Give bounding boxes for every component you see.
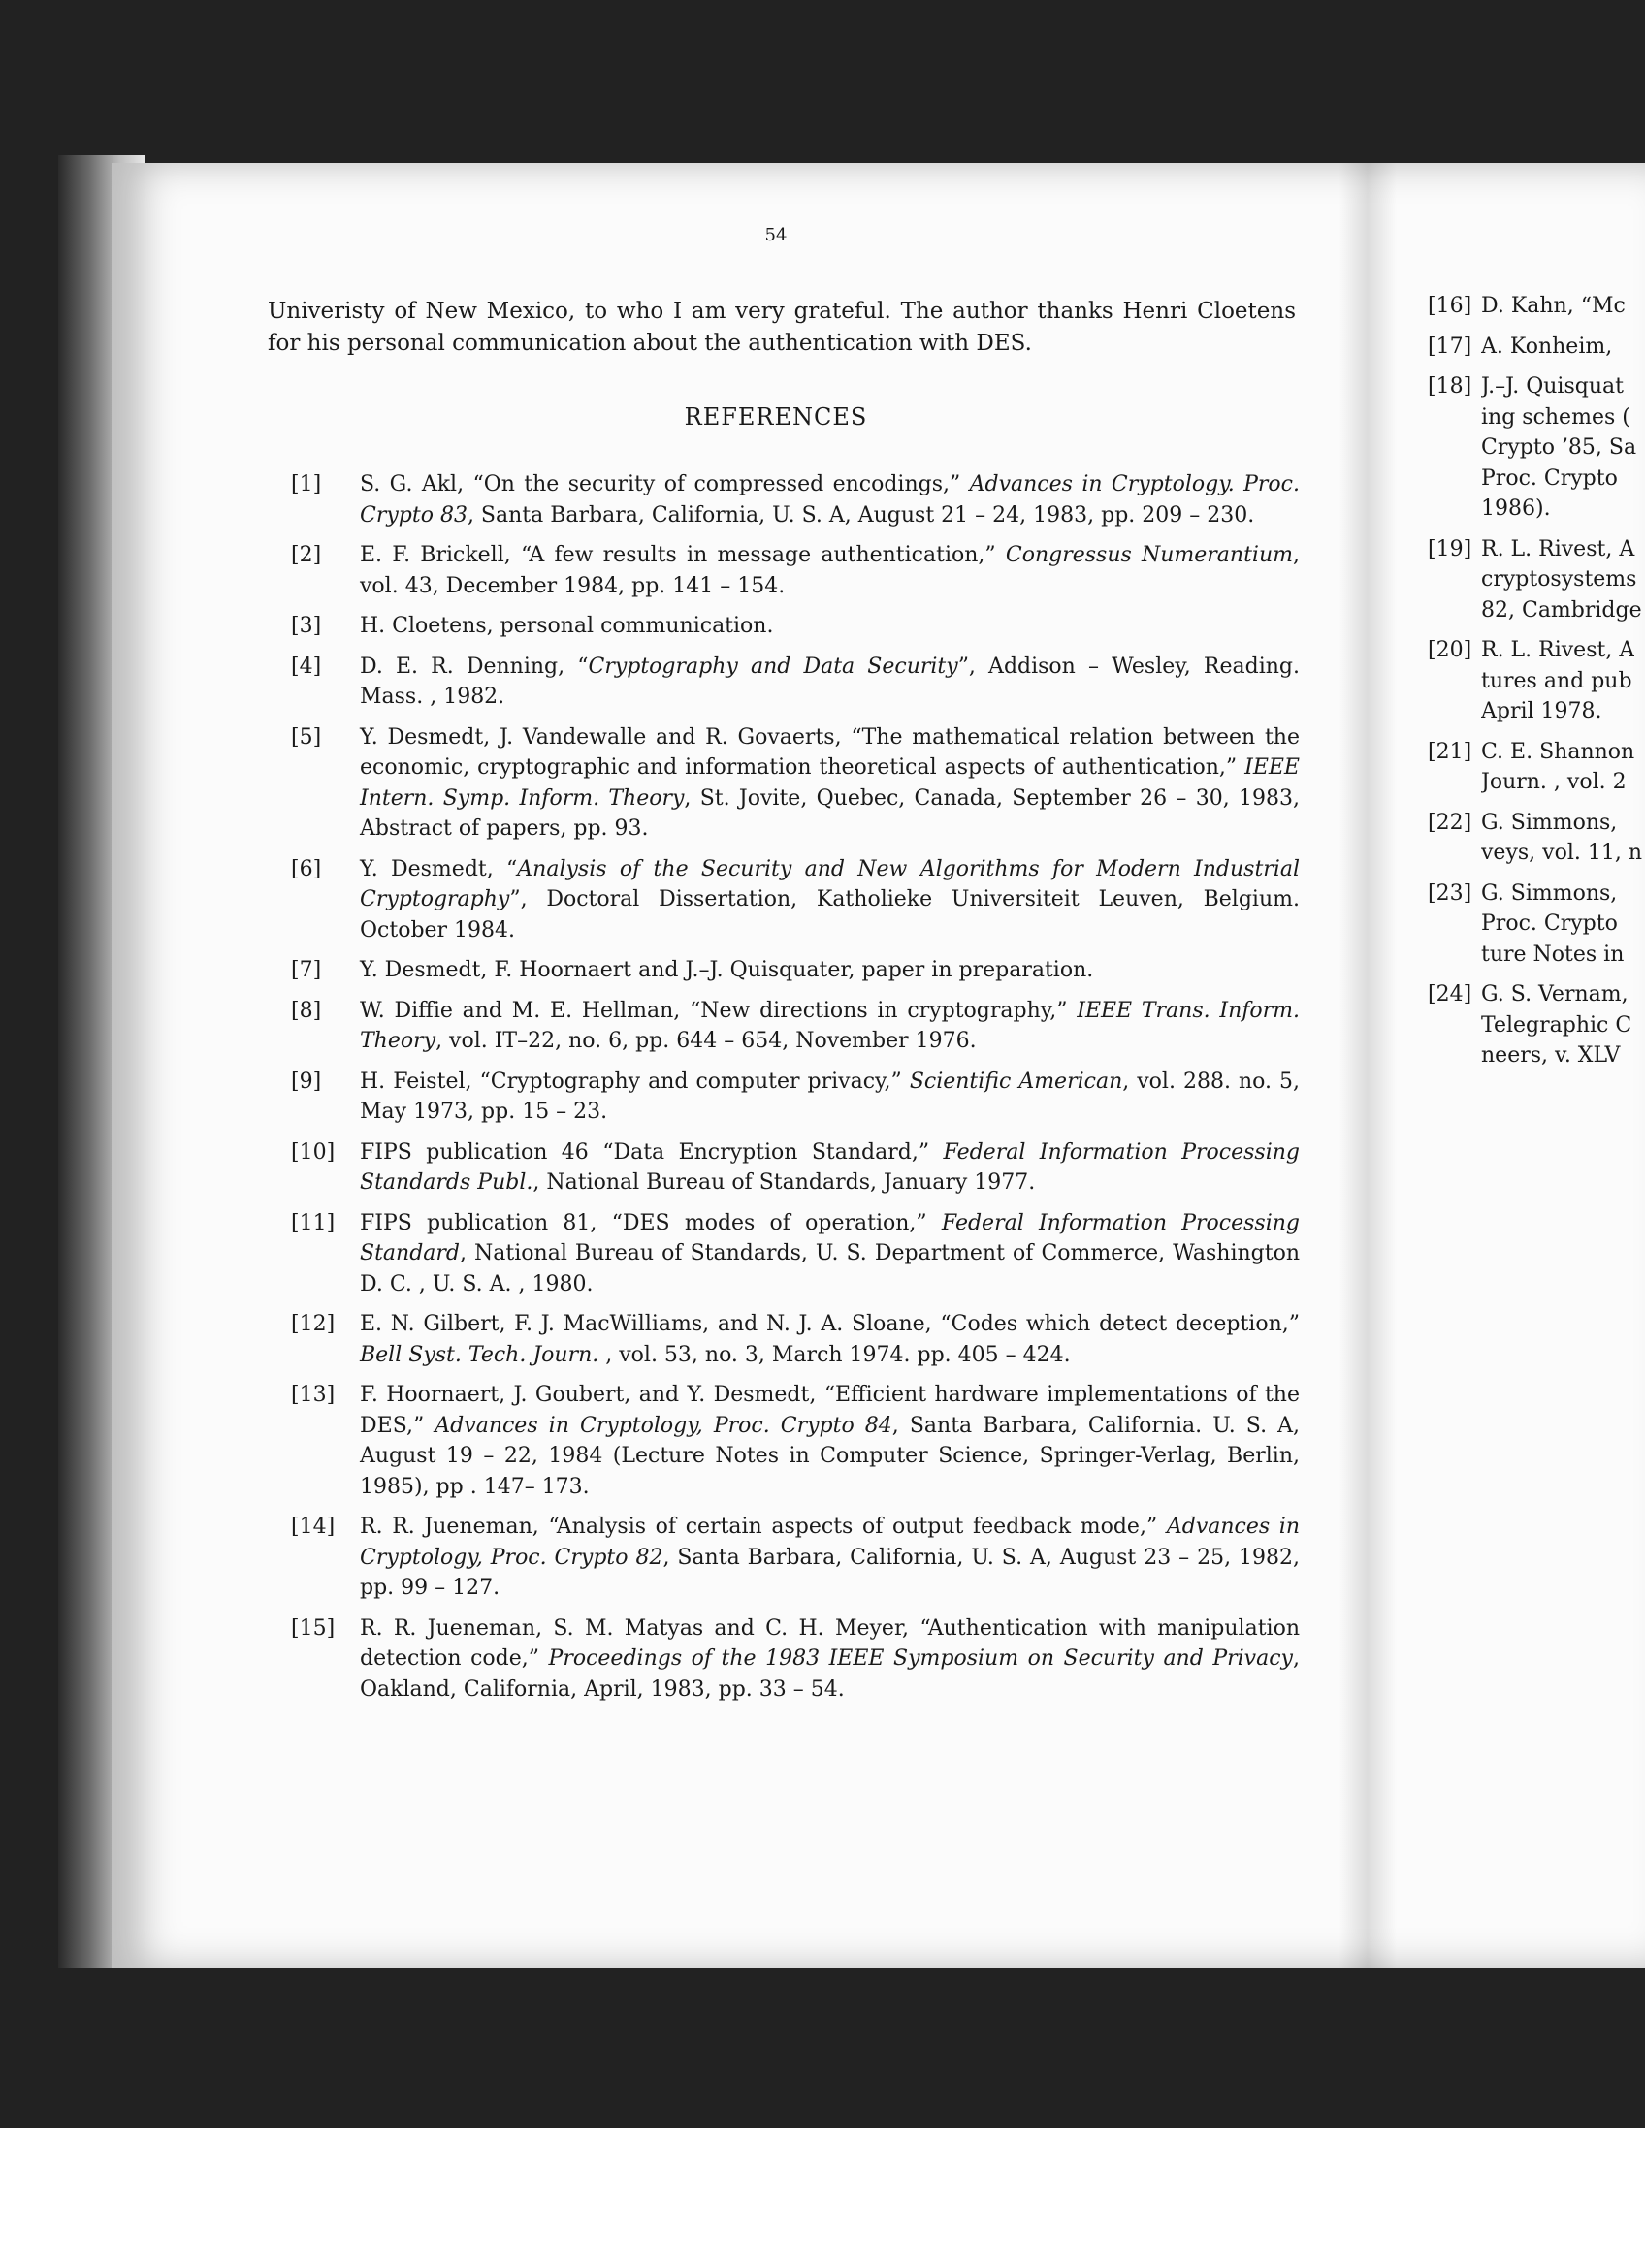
reference-text <box>360 469 1300 530</box>
reference-number: [17] <box>1428 334 1472 359</box>
reference-item <box>291 1137 1300 1198</box>
reference-text-segment: S. G. Akl, “On the security of compressed encodings,” <box>360 472 970 496</box>
book-gutter <box>1339 163 1397 1968</box>
reference-text-segment: W. Diffie and M. E. Hellman, “New directions in cryptography,” <box>360 998 1078 1023</box>
references-heading: REFERENCES <box>684 403 868 431</box>
reference-line: Crypto ’85, Sa <box>1481 435 1637 460</box>
reference-item <box>291 955 1300 986</box>
reference-text-segment: R. R. Jueneman, “Analysis of certain aspects of output feedback mode,” <box>360 1515 1167 1539</box>
reference-line: J.–J. Quisquat <box>1481 374 1624 399</box>
reference-text-segment: ”, Addison – Wesley, Reading. Mass. , 1982. <box>360 654 1300 709</box>
reference-title-italic: Advances in Cryptology, Proc. Crypto 82 <box>360 1515 1301 1570</box>
reference-line: G. S. Vernam, <box>1481 982 1629 1006</box>
reference-text <box>360 1512 1300 1604</box>
reference-item <box>291 854 1300 946</box>
reference-number: [4] <box>291 654 322 679</box>
reference-text <box>360 1067 1300 1128</box>
right-page-references <box>1428 291 1645 1081</box>
reference-number: [15] <box>291 1615 336 1641</box>
reference-title-italic: Cryptography and Data Security <box>588 654 958 679</box>
reference-text-segment: H. Cloetens, personal communication. <box>360 614 774 638</box>
reference-line: Journ. , vol. 2 <box>1481 770 1627 794</box>
reference-item <box>291 1067 1300 1128</box>
reference-text <box>360 540 1300 601</box>
reference-text-segment: , vol. 288. no. 5, May 1973, pp. 15 – 23. <box>360 1069 1300 1124</box>
reference-number: [3] <box>291 614 322 638</box>
reference-number: [12] <box>291 1312 336 1336</box>
reference-number: [23] <box>1428 880 1472 906</box>
reference-text-segment: , Oakland, California, April, 1983, pp. 33 – 54. <box>360 1646 1300 1702</box>
reference-title-italic: Congressus Numerantium <box>1005 543 1293 567</box>
reference-text-segment: Y. Desmedt, F. Hoornaert and J.–J. Quisquater, paper in preparation. <box>360 958 1094 982</box>
reference-text <box>360 1613 1300 1706</box>
reference-item <box>291 722 1300 845</box>
reference-text <box>1481 635 1634 727</box>
reference-text <box>360 652 1300 713</box>
reference-title-italic: Analysis of the Security and New Algorithms for Modern Industrial Cryptography <box>360 856 1300 911</box>
reference-number: [7] <box>291 958 322 982</box>
reference-number: [2] <box>291 543 322 567</box>
reference-text <box>1481 291 1626 322</box>
reference-line: C. E. Shannon <box>1481 739 1635 764</box>
reference-text-segment: , Santa Barbara, California. U. S. A, August 19 – 22, 1984 (Lecture Notes in Computer Science, Springer-Verlag, Berlin, 1985), pp . 147– 173. <box>360 1413 1301 1499</box>
reference-title-italic: Bell Syst. Tech. Journ. <box>360 1342 599 1367</box>
reference-text-segment: Y. Desmedt, J. Vandewalle and R. Govaerts, “The mathematical relation between the economic, cryptographic and information theoretical aspects of authentication,” <box>360 724 1300 780</box>
right-page-reference-item <box>1428 371 1645 525</box>
reference-number: [9] <box>291 1069 322 1094</box>
right-page-reference-item <box>1428 808 1645 869</box>
reference-number: [13] <box>291 1383 336 1407</box>
reference-text-segment: , vol. IT–22, no. 6, pp. 644 – 654, November 1976. <box>435 1029 977 1053</box>
reference-text-segment: E. N. Gilbert, F. J. MacWilliams, and N. J. A. Sloane, “Codes which detect deception,” <box>360 1312 1300 1336</box>
reference-text-segment: , National Bureau of Standards, U. S. Department of Commerce, Washington D. C. , U. S. A. , 1980. <box>360 1241 1300 1296</box>
reference-line: tures and pub <box>1481 668 1632 693</box>
reference-number: [11] <box>291 1210 336 1235</box>
reference-text <box>1481 979 1631 1071</box>
reference-line: Proc. Crypto <box>1481 911 1618 936</box>
reference-item <box>291 1208 1300 1300</box>
scan-bottom-margin <box>0 2128 1645 2268</box>
reference-title-italic: Federal Information Processing Standard <box>360 1210 1300 1265</box>
reference-line: veys, vol. 11, n <box>1481 841 1642 865</box>
reference-line: ture Notes in <box>1481 942 1625 967</box>
reference-line: April 1978. <box>1481 699 1602 723</box>
reference-item <box>291 540 1300 601</box>
reference-number: [14] <box>291 1515 336 1539</box>
reference-text-segment: , National Bureau of Standards, January 1977. <box>532 1170 1036 1195</box>
reference-text-segment: Y. Desmedt, “ <box>360 856 518 881</box>
reference-text-segment: E. F. Brickell, “A few results in message authentication,” <box>360 543 1006 567</box>
reference-list <box>291 469 1300 1714</box>
reference-number: [18] <box>1428 374 1472 399</box>
reference-text-segment: , vol. 43, December 1984, pp. 141 – 154. <box>360 543 1300 598</box>
reference-item <box>291 1512 1300 1604</box>
reference-line: neers, v. XLV <box>1481 1043 1621 1068</box>
reference-text <box>1481 371 1636 525</box>
reference-text-segment: , Santa Barbara, California, U. S. A, August 23 – 25, 1982, pp. 99 – 127. <box>360 1545 1300 1600</box>
reference-text-segment: , Santa Barbara, California, U. S. A, August 21 – 24, 1983, pp. 209 – 230. <box>467 502 1255 527</box>
reference-text <box>360 1208 1300 1300</box>
right-page-reference-item <box>1428 332 1645 363</box>
reference-line: 1986). <box>1481 496 1551 521</box>
reference-number: [22] <box>1428 810 1472 835</box>
reference-text <box>360 996 1300 1057</box>
reference-text <box>360 1137 1300 1198</box>
reference-line: Telegraphic C <box>1481 1012 1632 1038</box>
reference-line: D. Kahn, “Mc <box>1481 294 1626 318</box>
reference-item <box>291 996 1300 1057</box>
reference-line: A. Konheim, <box>1481 334 1613 359</box>
reference-line: G. Simmons, <box>1481 880 1618 906</box>
reference-text <box>360 611 1300 642</box>
reference-item <box>291 1309 1300 1370</box>
reference-line: G. Simmons, <box>1481 810 1618 835</box>
reference-text <box>1481 534 1642 626</box>
right-page-reference-item <box>1428 534 1645 626</box>
reference-number: [6] <box>291 856 322 881</box>
reference-item <box>291 1613 1300 1706</box>
reference-text-segment: R. R. Jueneman, S. M. Matyas and C. H. Meyer, “Authentication with manipulation detection code,” <box>360 1615 1300 1671</box>
reference-line: ing schemes ( <box>1481 404 1630 430</box>
intro-paragraph: Univeristy of New Mexico, to who I am very grateful. The author thanks Henri Cloetens for his personal communication about the authentication with DES. <box>268 299 1296 356</box>
reference-number: [19] <box>1428 536 1472 561</box>
reference-title-italic: IEEE Trans. Inform. Theory <box>360 998 1300 1053</box>
reference-number: [16] <box>1428 294 1472 318</box>
reference-text-segment: FIPS publication 46 “Data Encryption Standard,” <box>360 1139 944 1165</box>
reference-text-segment: FIPS publication 81, “DES modes of operation,” <box>360 1210 942 1235</box>
reference-title-italic: Proceedings of the 1983 IEEE Symposium on Security and Privacy <box>548 1646 1293 1671</box>
right-page-reference-item <box>1428 979 1645 1071</box>
reference-text-segment: F. Hoornaert, J. Goubert, and Y. Desmedt, “Efficient hardware implementations of the DES,” <box>360 1383 1300 1438</box>
reference-title-italic: Scientific American <box>909 1069 1123 1094</box>
page-number: 54 <box>764 225 788 245</box>
reference-line: R. L. Rivest, A <box>1481 638 1635 662</box>
reference-line: R. L. Rivest, A <box>1481 536 1635 561</box>
right-page-reference-item <box>1428 635 1645 727</box>
reference-title-italic: Advances in Cryptology, Proc. Crypto 84 <box>435 1413 892 1438</box>
reference-line: 82, Cambridge <box>1481 597 1642 623</box>
reference-text <box>1481 737 1634 798</box>
reference-number: [21] <box>1428 739 1472 764</box>
reference-line: Proc. Crypto <box>1481 465 1618 491</box>
reference-text-segment: , St. Jovite, Quebec, Canada, September 26 – 30, 1983, Abstract of papers, pp. 93. <box>360 785 1300 841</box>
reference-number: [8] <box>291 998 322 1023</box>
reference-item <box>291 611 1300 642</box>
reference-item <box>291 1380 1300 1502</box>
reference-text-segment: H. Feistel, “Cryptography and computer privacy,” <box>360 1069 910 1094</box>
reference-text <box>1481 332 1612 363</box>
reference-number: [1] <box>291 472 322 496</box>
right-page-reference-item <box>1428 878 1645 971</box>
reference-title-italic: Federal Information Processing Standards Publ. <box>360 1139 1300 1195</box>
reference-text <box>360 854 1300 946</box>
reference-item <box>291 652 1300 713</box>
reference-number: [20] <box>1428 638 1472 662</box>
reference-text <box>1481 878 1624 971</box>
reference-text-segment: D. E. R. Denning, “ <box>360 654 589 679</box>
reference-title-italic: IEEE Intern. Symp. Inform. Theory <box>360 755 1300 811</box>
reference-title-italic: Advances in Cryptology. Proc. Crypto 83 <box>360 472 1300 527</box>
right-page-reference-item <box>1428 291 1645 322</box>
reference-text <box>360 955 1300 986</box>
reference-number: [5] <box>291 724 322 750</box>
reference-line: cryptosystems <box>1481 567 1637 591</box>
reference-text <box>360 1380 1300 1502</box>
reference-text <box>360 1309 1300 1370</box>
right-page-reference-item <box>1428 737 1645 798</box>
reference-number: [24] <box>1428 982 1472 1006</box>
reference-text <box>360 722 1300 845</box>
reference-text <box>1481 808 1642 869</box>
reference-text-segment: ”, Doctoral Dissertation, Katholieke Universiteit Leuven, Belgium. October 1984. <box>360 887 1300 942</box>
reference-number: [10] <box>291 1139 336 1165</box>
reference-item <box>291 469 1300 530</box>
reference-text-segment: , vol. 53, no. 3, March 1974. pp. 405 – 424. <box>598 1342 1071 1367</box>
